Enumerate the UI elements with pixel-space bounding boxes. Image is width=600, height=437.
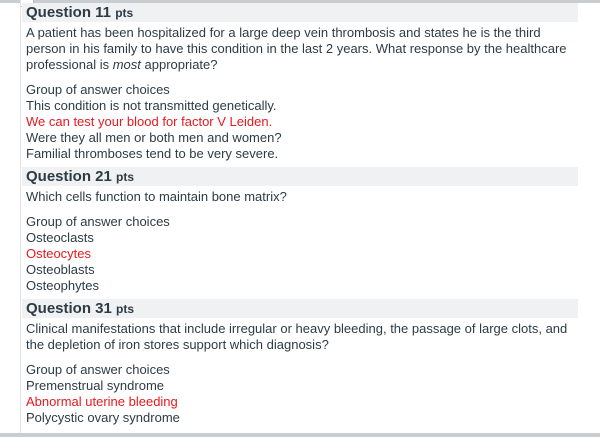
question-text [22, 25, 578, 73]
question-block [22, 167, 578, 294]
answer-choice[interactable]: Osteophytes [26, 278, 99, 293]
question-block [22, 299, 578, 426]
answer-choice[interactable]: Were they all men or both men and women? [26, 130, 282, 145]
answer-choice[interactable]: Osteoclasts [26, 230, 94, 245]
question-header [22, 167, 578, 186]
question-text-part: Clinical manifestations that include irregular or heavy bleeding, the passage of large clots, and the depletion of iron stores support which diagnosis? [26, 321, 568, 352]
question-text-part: A patient has been hospitalized for a large deep vein thrombosis and states he is the third person in his family to have this condition in the last 2 years. What response by the healthcare professional is [26, 25, 567, 72]
question-points: pts [116, 302, 135, 316]
left-divider [20, 0, 21, 437]
answer-choice-correct[interactable]: Osteocytes [26, 246, 92, 261]
question-header [22, 3, 578, 22]
question-header [22, 299, 578, 318]
question-points: pts [116, 170, 135, 184]
answer-group-label: Group of answer choices [26, 214, 170, 229]
answer-choice[interactable]: Premenstrual syndrome [26, 378, 164, 393]
answer-choice-correct[interactable]: Abnormal uterine bleeding [26, 394, 178, 409]
answer-choice[interactable]: Familial thromboses tend to be very severe. [26, 146, 279, 161]
answer-group-label: Group of answer choices [26, 362, 170, 377]
question-number: Question 21 [26, 168, 112, 185]
question-text [22, 189, 578, 205]
question-block [22, 3, 578, 162]
question-number: Question 31 [26, 300, 112, 317]
answer-choice[interactable]: This condition is not transmitted genetically. [26, 98, 277, 113]
answer-choice[interactable]: Polycystic ovary syndrome [26, 410, 180, 425]
answer-choice[interactable]: Osteoblasts [26, 262, 95, 277]
question-text [22, 321, 578, 353]
bottom-divider [0, 433, 600, 437]
question-points: pts [115, 6, 134, 20]
question-text-emphasis: most [112, 57, 141, 72]
answer-choice-correct[interactable]: We can test your blood for factor V Leiden. [26, 114, 273, 129]
question-text-part: Which cells function to maintain bone matrix? [26, 189, 287, 204]
question-text-part: appropriate? [140, 57, 218, 72]
question-number: Question 11 [26, 4, 112, 21]
answer-group-label: Group of answer choices [26, 82, 170, 97]
